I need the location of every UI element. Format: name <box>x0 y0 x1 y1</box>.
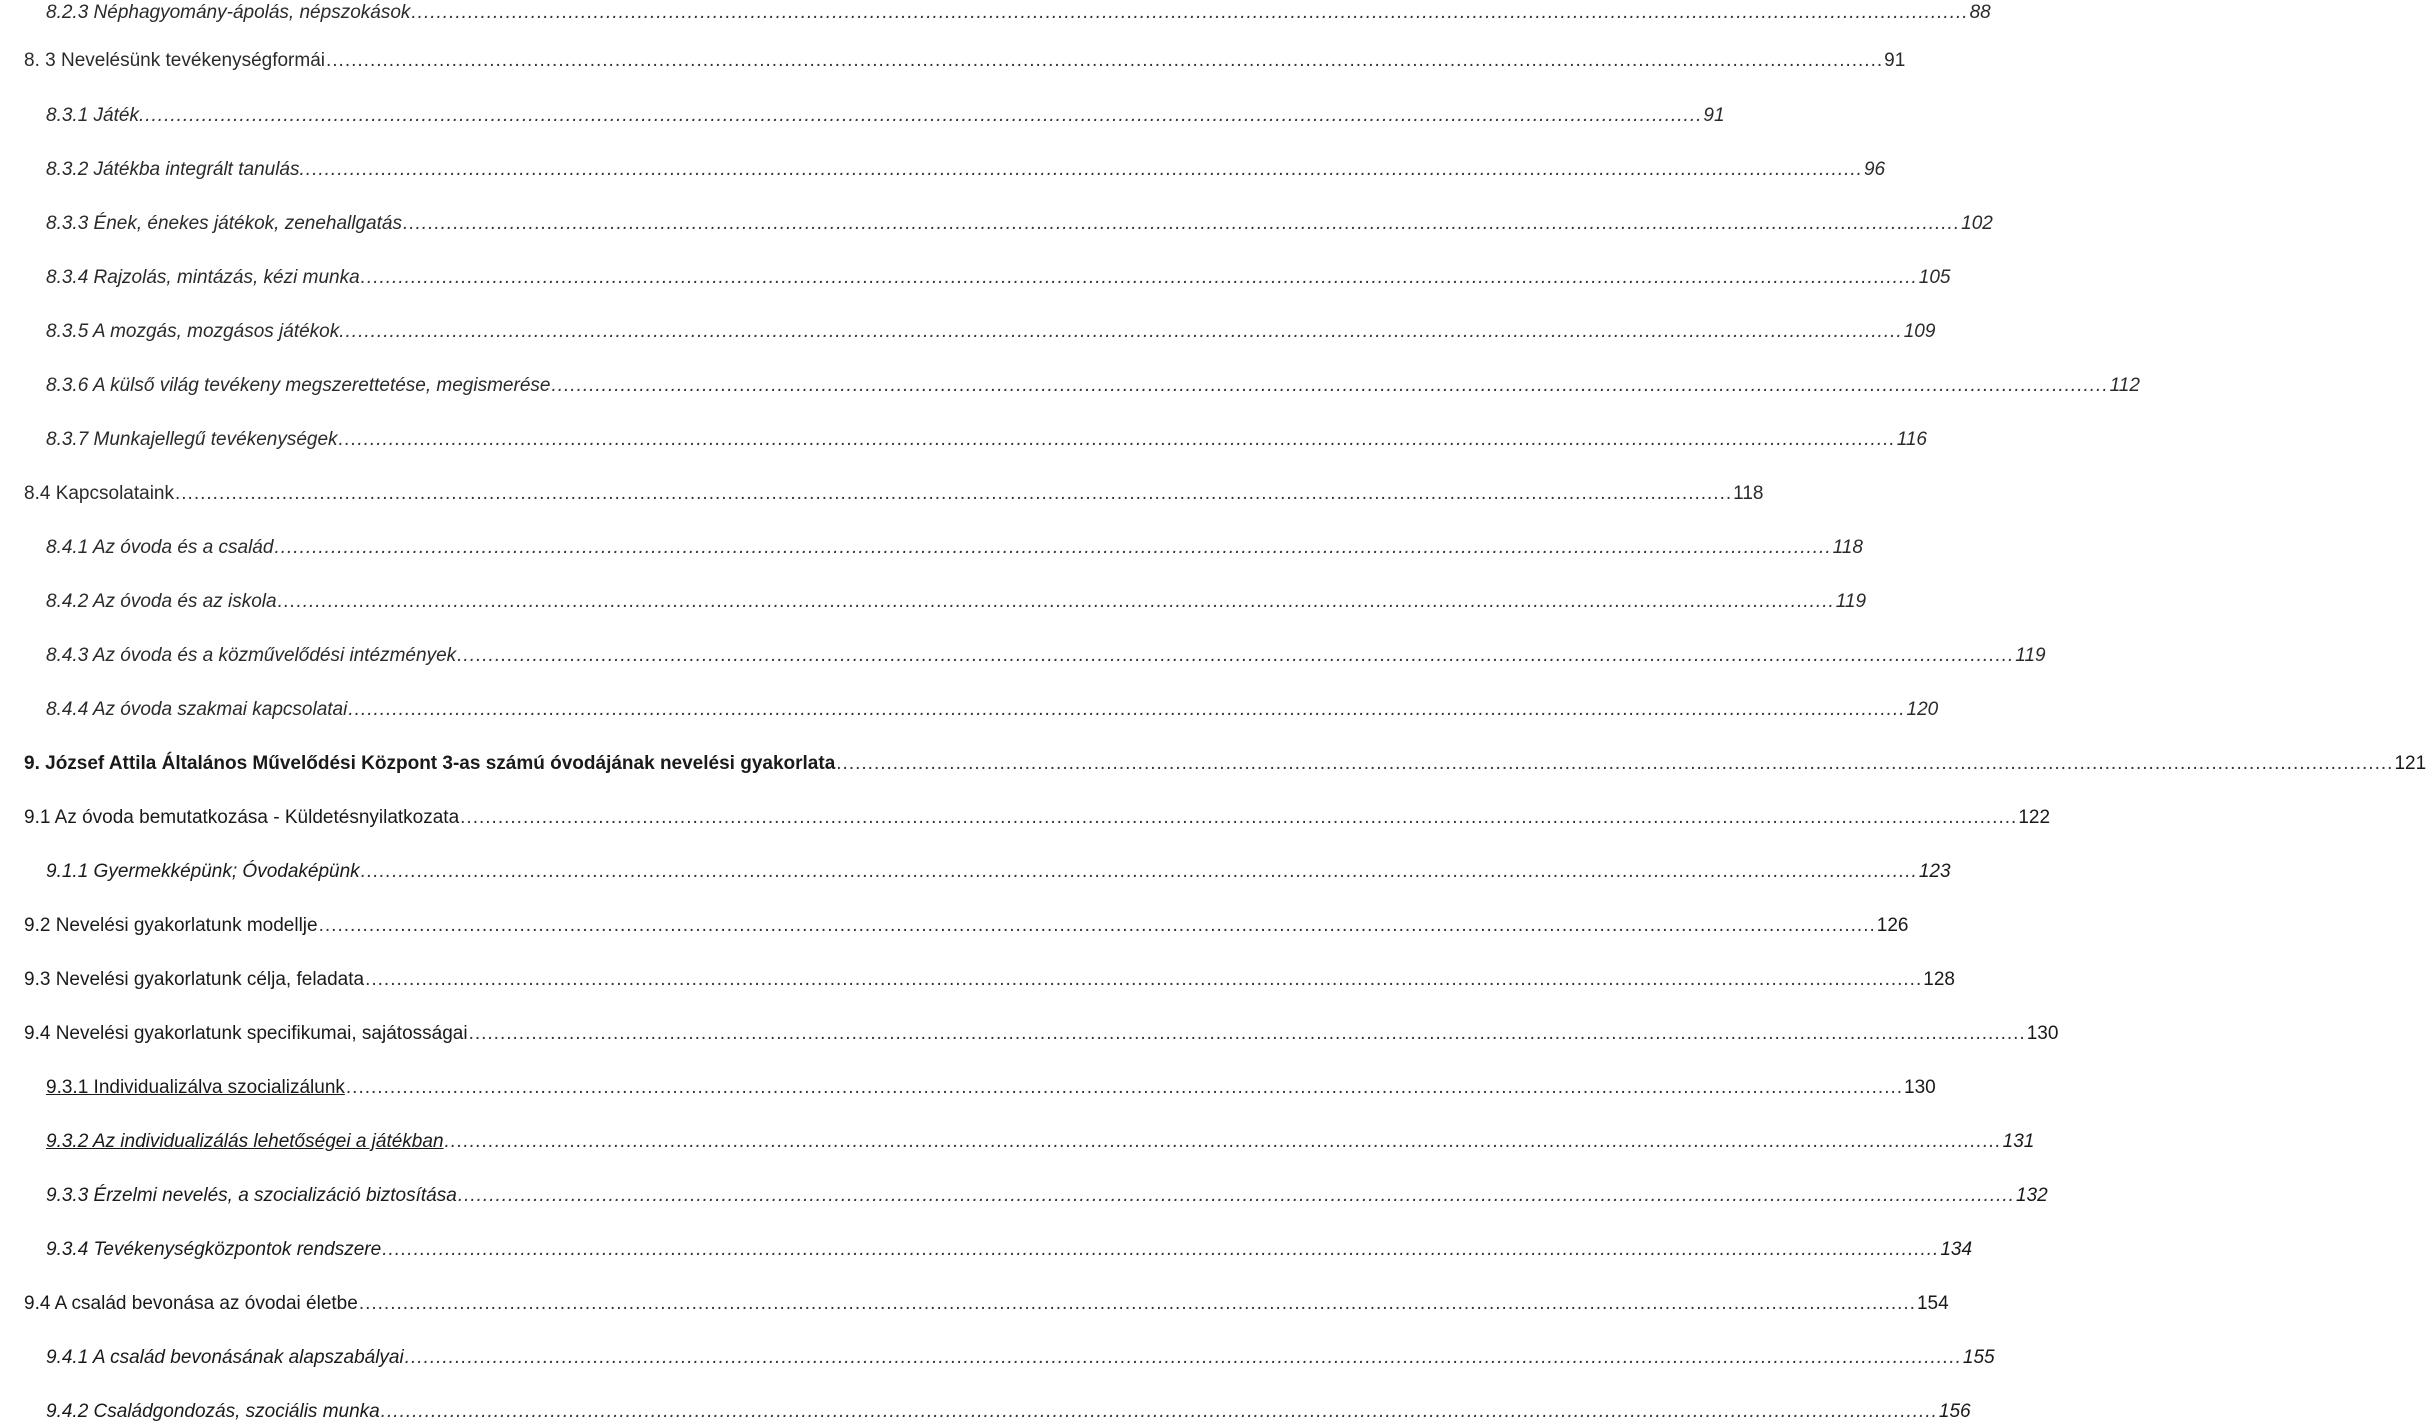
toc-entry-title: 8.3.3 Ének, énekes játékok, zenehallgatás <box>46 213 402 234</box>
toc-entry[interactable] <box>0 587 1867 617</box>
toc-entry[interactable] <box>0 857 1951 887</box>
toc-entry-title: 9.4 Nevelési gyakorlatunk specifikumai, sajátosságai <box>24 1023 468 1044</box>
toc-entry[interactable] <box>0 371 2140 401</box>
toc-dot-leader <box>348 695 1905 725</box>
toc-entry-title: 8.4.2 Az óvoda és az iskola <box>46 591 277 612</box>
toc-entry-page: 116 <box>1896 429 1927 450</box>
toc-dot-leader <box>278 587 1835 617</box>
toc-entry-title: 8.3.7 Munkajellegű tevékenységek <box>46 429 338 450</box>
toc-entry[interactable] <box>0 1127 2035 1157</box>
toc-entry-page: 130 <box>2026 1023 2059 1044</box>
toc-entry[interactable] <box>0 46 1906 76</box>
toc-dot-leader <box>469 1019 2026 1049</box>
toc-entry-page: 131 <box>2002 1131 2035 1152</box>
toc-entry-page: 122 <box>2018 807 2051 828</box>
toc-dot-leader <box>365 965 1922 995</box>
toc-entry-title: 8. 3 Nevelésünk tevékenységformái <box>24 50 325 71</box>
toc-entry-title: 9.3.2 Az individualizálás lehetőségei a játékban <box>46 1131 444 1152</box>
toc-entry-title: 8.4.1 Az óvoda és a család <box>46 537 274 558</box>
toc-dot-leader <box>361 857 1918 887</box>
toc-entry-page: 156 <box>1938 1401 1971 1422</box>
toc-entry-title: 8.3.6 A külső világ tevékeny megszerettetése, megismerése <box>46 375 551 396</box>
toc-entry-page: 155 <box>1962 1347 1995 1368</box>
toc-entry-page: 91 <box>1884 50 1906 71</box>
toc-entry[interactable] <box>0 1073 1936 1103</box>
toc-dot-leader <box>460 803 2017 833</box>
toc-entry-page: 118 <box>1832 537 1863 558</box>
toc-entry-title: 9.3.3 Érzelmi nevelés, a szocializáció biztosítása <box>46 1185 457 1206</box>
toc-dot-leader <box>551 371 2108 401</box>
toc-entry-page: 132 <box>2015 1185 2048 1206</box>
toc-entry-title: 9.3 Nevelési gyakorlatunk célja, feladata <box>24 969 365 990</box>
toc-dot-leader <box>274 533 1831 563</box>
toc-entry[interactable] <box>0 0 1991 28</box>
toc-dot-leader <box>382 1235 1939 1265</box>
toc-dot-leader <box>145 101 1702 131</box>
toc-dot-leader <box>359 1289 1916 1319</box>
toc-entry-page: 134 <box>1940 1239 1973 1260</box>
toc-entry-title: 9.1 Az óvoda bemutatkozása - Küldetésnyilatkozata <box>24 807 460 828</box>
toc-entry-title: 9. József Attila Általános Művelődési Központ 3-as számú óvodájának nevelési gyakorlata <box>24 753 836 774</box>
toc-entry[interactable] <box>0 1289 1949 1319</box>
toc-entry[interactable] <box>0 1235 1973 1265</box>
toc-entry-page: 109 <box>1903 321 1936 342</box>
toc-entry-title: 9.4 A család bevonása az óvodai életbe <box>24 1293 358 1314</box>
toc-entry-page: 105 <box>1918 267 1951 288</box>
toc-dot-leader <box>346 1073 1903 1103</box>
toc-dot-leader <box>457 641 2014 671</box>
toc-entry-title: 8.4 Kapcsolataink <box>24 483 174 504</box>
toc-dot-leader <box>326 46 1883 76</box>
toc-entry-page: 88 <box>1969 2 1991 23</box>
toc-entry-page: 121 <box>2394 753 2427 774</box>
toc-entry[interactable] <box>0 803 2051 833</box>
toc-dot-leader <box>458 1181 2015 1211</box>
toc-entry-title: 8.4.3 Az óvoda és a közművelődési intézmények <box>46 645 457 666</box>
toc-entry[interactable] <box>0 533 1863 563</box>
toc-entry-page: 123 <box>1918 861 1951 882</box>
toc-entry-title: 9.4.2 Családgondozás, szociális munka <box>46 1401 380 1422</box>
toc-dot-leader <box>405 1343 1962 1373</box>
toc-dot-leader <box>403 209 1960 239</box>
toc-entry-title: 9.2 Nevelési gyakorlatunk modellje <box>24 915 318 936</box>
toc-entry-title: 9.3.4 Tevékenységközpontok rendszere <box>46 1239 382 1260</box>
toc-entry-title: 8.4.4 Az óvoda szakmai kapcsolatai <box>46 699 348 720</box>
toc-entry-title: 8.3.5 A mozgás, mozgásos játékok. <box>46 321 345 342</box>
toc-entry[interactable] <box>0 317 1936 347</box>
toc-entry[interactable] <box>0 1397 1971 1427</box>
toc-entry[interactable] <box>0 425 1927 455</box>
toc-entry-page: 91 <box>1703 105 1725 126</box>
toc-entry[interactable] <box>0 155 1886 185</box>
toc-entry[interactable] <box>0 965 1955 995</box>
toc-entry-page: 118 <box>1733 483 1764 504</box>
toc-entry-page: 112 <box>2109 375 2140 396</box>
toc-dot-leader <box>306 155 1863 185</box>
toc-entry[interactable] <box>0 695 1939 725</box>
toc-entry-page: 126 <box>1876 915 1909 936</box>
toc-entry-page: 119 <box>1835 591 1867 612</box>
toc-entry-title: 9.1.1 Gyermekképünk; Óvodaképünk <box>46 861 360 882</box>
toc-entry-title: 8.3.1 Játék. <box>46 105 145 126</box>
toc-entry[interactable] <box>0 641 2046 671</box>
toc-entry-title: 9.4.1 A család bevonásának alapszabályai <box>46 1347 404 1368</box>
toc-entry-page: 102 <box>1961 213 1993 234</box>
toc-dot-leader <box>339 425 1896 455</box>
toc-entry-page: 119 <box>2015 645 2046 666</box>
toc-entry[interactable] <box>0 101 1725 131</box>
toc-entry-title: 8.3.4 Rajzolás, mintázás, kézi munka <box>46 267 360 288</box>
toc-entry-chapter[interactable] <box>0 749 2427 779</box>
toc-entry[interactable] <box>0 263 1951 293</box>
toc-entry[interactable] <box>0 1019 2059 1049</box>
toc-entry-title: 8.2.3 Néphagyomány-ápolás, népszokások <box>46 2 411 23</box>
toc-dot-leader <box>411 0 1968 28</box>
toc-entry[interactable] <box>0 209 1993 239</box>
toc-entry-title: 8.3.2 Játékba integrált tanulás. <box>46 159 305 180</box>
toc-entry-page: 154 <box>1916 1293 1949 1314</box>
toc-dot-leader <box>361 263 1918 293</box>
toc-dot-leader <box>445 1127 2002 1157</box>
toc-dot-leader <box>836 749 2393 779</box>
toc-entry-page: 120 <box>1906 699 1939 720</box>
toc-entry-page: 130 <box>1904 1077 1936 1098</box>
toc-entry-page: 96 <box>1863 159 1886 180</box>
toc-dot-leader <box>346 317 1903 347</box>
toc-dot-leader <box>319 911 1876 941</box>
toc-entry-title: 9.3.1 Individualizálva szocializálunk <box>46 1077 345 1098</box>
toc-entry-page: 128 <box>1923 969 1955 990</box>
toc-entry[interactable] <box>0 479 1764 509</box>
toc-entry[interactable] <box>0 1181 2048 1211</box>
toc-entry[interactable] <box>0 1343 1995 1373</box>
toc-entry[interactable] <box>0 911 1909 941</box>
toc-dot-leader <box>381 1397 1938 1427</box>
toc-dot-leader <box>175 479 1732 509</box>
